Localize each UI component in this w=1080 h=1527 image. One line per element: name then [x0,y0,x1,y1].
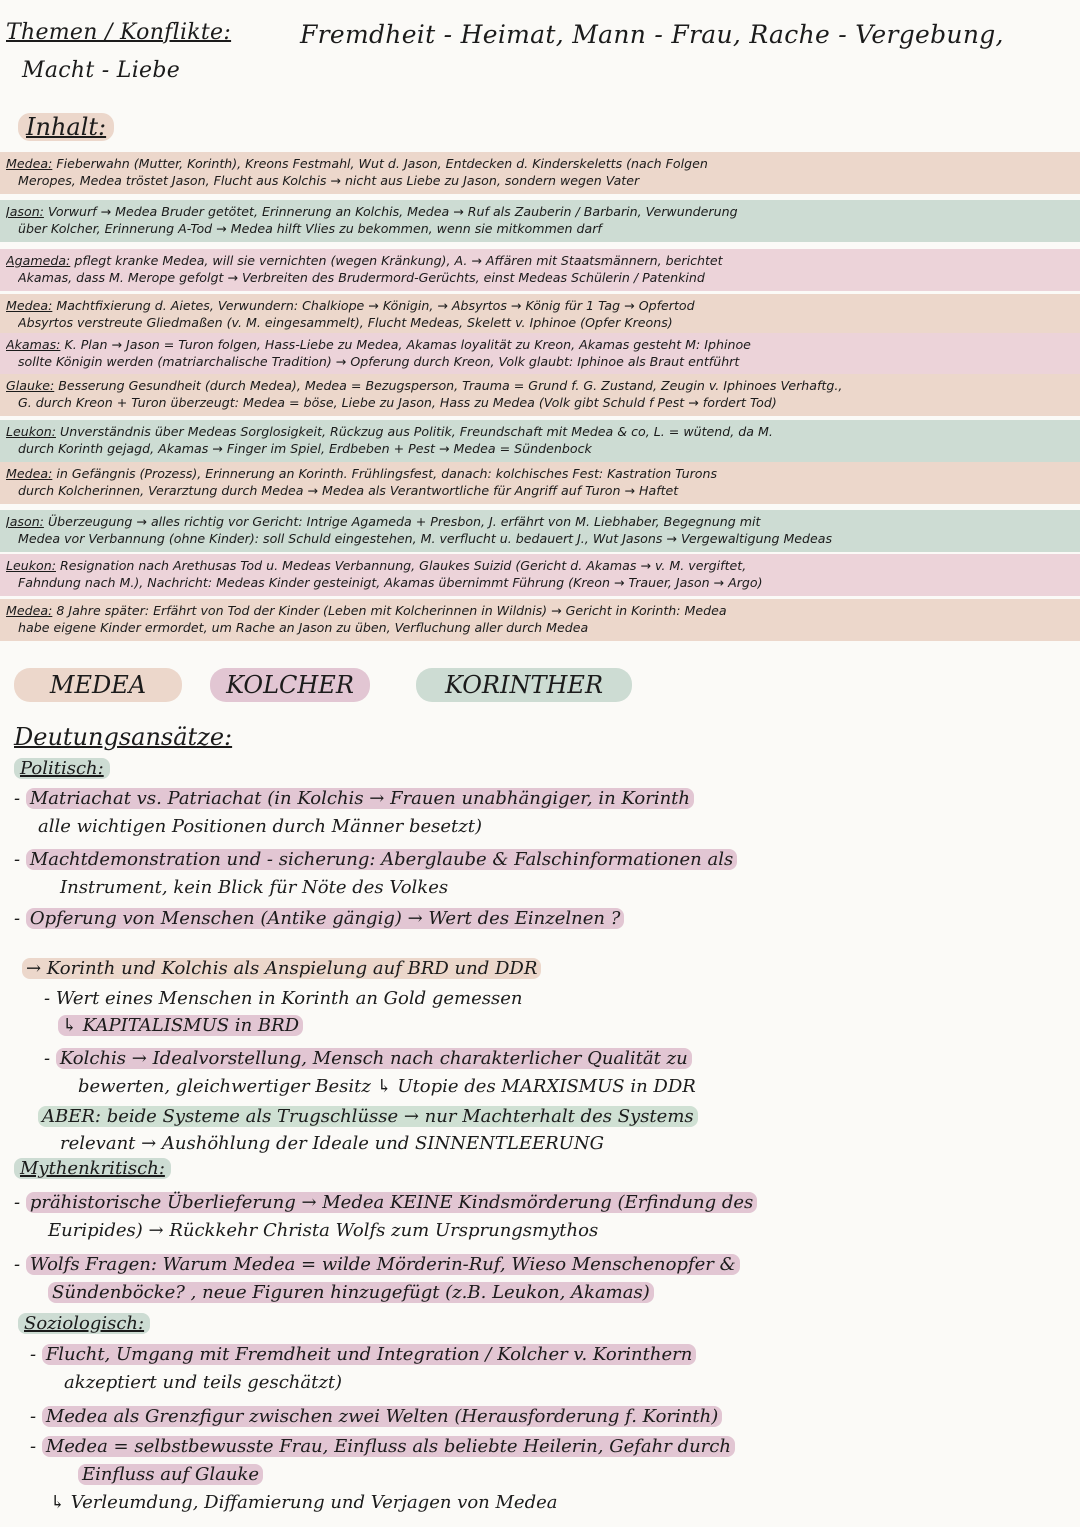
content-text: Machtfixierung d. Aietes, Verwundern: Chalkiope → Königin, → Absyrtos → König für 1 Tag → Opfertod [56,298,695,313]
east-west-aber: ABER: beide Systeme als Trugschlüsse → nur Machterhalt des Systems [38,1106,698,1127]
myth-critical-label: Mythenkritisch: [14,1158,171,1179]
socio-item-1-cont: akzeptiert und teils geschätzt) [64,1372,343,1393]
content-text: 8 Jahre später: Erfährt von Tod der Kinder (Leben mit Kolcherinnen in Wildnis) → Gericht in Korinth: Medea [56,603,727,618]
east-west-intro: → Korinth und Kolchis als Anspielung auf BRD und DDR [22,958,541,979]
speaker-label: Leukon: [6,558,56,573]
content-block [0,374,1080,416]
content-text: Resignation nach Arethusas Tod u. Medeas Verbannung, Glaukes Suizid (Gericht d. Akamas → v. M. vergiftet, [60,558,747,573]
political-item-1-cont: alle wichtigen Positionen durch Männer besetzt) [38,816,483,837]
content-block [0,333,1080,375]
content-line [6,337,1074,352]
topics-line-2: Macht - Liebe [22,58,181,83]
content-line [6,514,1074,529]
political-item-2-cont: Instrument, kein Blick für Nöte des Volkes [60,877,449,898]
myth-item-2: - Wolfs Fragen: Warum Medea = wilde Mörderin-Ruf, Wieso Menschenopfer & [14,1254,740,1275]
speaker-label: Agameda: [6,253,71,268]
east-west-item-2: - Kolchis → Idealvorstellung, Mensch nach charakterlicher Qualität zu [44,1048,692,1069]
socio-item-4: ↳ Verleumdung, Diffamierung und Verjagen von Medea [50,1492,558,1513]
content-block [0,249,1080,291]
content-text: pflegt kranke Medea, will sie vernichten (wegen Kränkung), A. → Affären mit Staatsmännern, berichtet [74,253,723,268]
content-text: G. durch Kreon + Turon überzeugt: Medea = böse, Liebe zu Jason, Hass zu Medea (Volk gibt Schuld f Pest → fordert Tod) [18,395,777,410]
east-west-item-1: - Wert eines Menschen in Korinth an Gold gemessen [44,988,523,1009]
east-west-item-2-cont: bewerten, gleichwertiger Besitz ↳ Utopie des MARXISMUS in DDR [78,1076,696,1097]
socio-item-3: - Medea = selbstbewusste Frau, Einfluss als beliebte Heilerin, Gefahr durch [30,1436,735,1457]
content-line-cont [18,221,1074,236]
political-label: Politisch: [14,758,110,779]
content-block [0,152,1080,194]
content-text: Akamas, dass M. Merope gefolgt → Verbreiten des Brudermord-Gerüchts, einst Medeas Schülerin / Patenkind [18,270,705,285]
content-text: K. Plan → Jason = Turon folgen, Hass-Liebe zu Medea, Akamas loyalität zu Kreon, Akamas gesteht M: Iphinoe [64,337,751,352]
content-block [0,510,1080,552]
content-text: Fieberwahn (Mutter, Korinth), Kreons Festmahl, Wut d. Jason, Entdecken d. Kinderskeletts (nach Folgen [56,156,708,171]
content-line [6,558,1074,573]
content-text: habe eigene Kinder ermordet, um Rache an Jason zu üben, Verfluchung aller durch Medea [18,620,589,635]
content-text: Besserung Gesundheit (durch Medea), Medea = Bezugsperson, Trauma = Grund f. G. Zustand, Zeugin v. Iphinoes Verhaftg., [58,378,843,393]
content-text: über Kolcher, Erinnerung A-Tod → Medea hilft Vlies zu bekommen, wenn sie mitkommen darf [18,221,602,236]
speaker-label: Glauke: [6,378,55,393]
content-line [6,298,1074,313]
content-block [0,462,1080,504]
socio-item-3-cont: Einfluss auf Glauke [78,1464,263,1485]
speaker-label: Jason: [6,514,44,529]
content-line [6,603,1074,618]
myth-item-1: - prähistorische Überlieferung → Medea KEINE Kindsmörderung (Erfindung des [14,1192,757,1213]
content-text: durch Kolcherinnen, Verarztung durch Medea → Medea als Verantwortliche für Angriff auf Turon → Haftet [18,483,679,498]
content-line [6,156,1074,171]
topics-label: Themen / Konflikte: [6,20,232,45]
content-line-cont [18,620,1074,635]
content-line-cont [18,575,1074,590]
socio-item-1: - Flucht, Umgang mit Fremdheit und Integration / Kolcher v. Korinthern [30,1344,696,1365]
content-line [6,253,1074,268]
tag-korinther: KORINTHER [416,668,632,702]
sociological-label: Soziologisch: [18,1313,150,1334]
content-line-cont [18,173,1074,188]
content-block [0,554,1080,596]
content-block [0,200,1080,242]
speaker-label: Medea: [6,298,53,313]
speaker-label: Jason: [6,204,44,219]
content-text: durch Korinth gejagd, Akamas → Finger im Spiel, Erdbeben + Pest → Medea = Sündenbock [18,441,592,456]
content-line-cont [18,315,1074,330]
content-line-cont [18,441,1074,456]
content-block [0,294,1080,336]
content-line-cont [18,395,1074,410]
content-text: sollte Königin werden (matriarchalische Tradition) → Opferung durch Kreon, Volk glaubt: Iphinoe als Braut entführt [18,354,740,369]
content-block [0,599,1080,641]
content-line [6,424,1074,439]
content-block [0,420,1080,462]
speaker-label: Akamas: [6,337,61,352]
content-text: Meropes, Medea tröstet Jason, Flucht aus Kolchis → nicht aus Liebe zu Jason, sondern wegen Vater [18,173,640,188]
content-line [6,204,1074,219]
content-text: Vorwurf → Medea Bruder getötet, Erinnerung an Kolchis, Medea → Ruf als Zauberin / Barbarin, Verwunderung [47,204,738,219]
tag-medea: MEDEA [14,668,182,702]
interpretation-title: Deutungsansätze: [14,723,233,751]
east-west-aber-cont: relevant → Aushöhlung der Ideale und SINNENTLEERUNG [60,1133,604,1154]
content-line-cont [18,531,1074,546]
content-text: in Gefängnis (Prozess), Erinnerung an Korinth. Frühlingsfest, danach: kolchisches Fest: Kastration Turons [56,466,718,481]
content-line [6,466,1074,481]
content-text: Absyrtos verstreute Gliedmaßen (v. M. eingesammelt), Flucht Medeas, Skelett v. Iphinoe (Opfer Kreons) [18,315,673,330]
content-text: Unverständnis über Medeas Sorglosigkeit, Rückzug aus Politik, Freundschaft mit Medea & co, L. = wütend, da M. [60,424,773,439]
content-title: Inhalt: [18,113,114,141]
content-text: Medea vor Verbannung (ohne Kinder): soll Schuld eingestehen, M. verflucht u. bedauert J., Wut Jasons → Vergewaltigung Medeas [18,531,833,546]
speaker-label: Medea: [6,156,53,171]
content-text: Überzeugung → alles richtig vor Gericht: Intrige Agameda + Presbon, J. erfährt von M. Liebhaber, Begegnung mit [47,514,761,529]
political-item-1: - Matriachat vs. Patriachat (in Kolchis → Frauen unabhängiger, in Korinth [14,788,694,809]
speaker-label: Medea: [6,603,53,618]
east-west-capitalism: ↳ KAPITALISMUS in BRD [58,1015,303,1036]
speaker-label: Leukon: [6,424,56,439]
myth-item-1-cont: Euripides) → Rückkehr Christa Wolfs zum Ursprungsmythos [48,1220,599,1241]
content-line-cont [18,270,1074,285]
myth-item-2-cont: Sündenböcke? , neue Figuren hinzugefügt (z.B. Leukon, Akamas) [48,1282,654,1303]
political-item-2: - Machtdemonstration und - sicherung: Aberglaube & Falschinformationen als [14,849,737,870]
political-item-3: - Opferung von Menschen (Antike gängig) → Wert des Einzelnen ? [14,908,624,929]
speaker-label: Medea: [6,466,53,481]
socio-item-2: - Medea als Grenzfigur zwischen zwei Welten (Herausforderung f. Korinth) [30,1406,722,1427]
topics-line-1: Fremdheit - Heimat, Mann - Frau, Rache - Vergebung, [300,20,1004,49]
content-line [6,378,1074,393]
tag-kolcher: KOLCHER [210,668,370,702]
content-line-cont [18,354,1074,369]
content-line-cont [18,483,1074,498]
content-text: Fahndung nach M.), Nachricht: Medeas Kinder gesteinigt, Akamas übernimmt Führung (Kreon → Trauer, Jason → Argo) [18,575,763,590]
